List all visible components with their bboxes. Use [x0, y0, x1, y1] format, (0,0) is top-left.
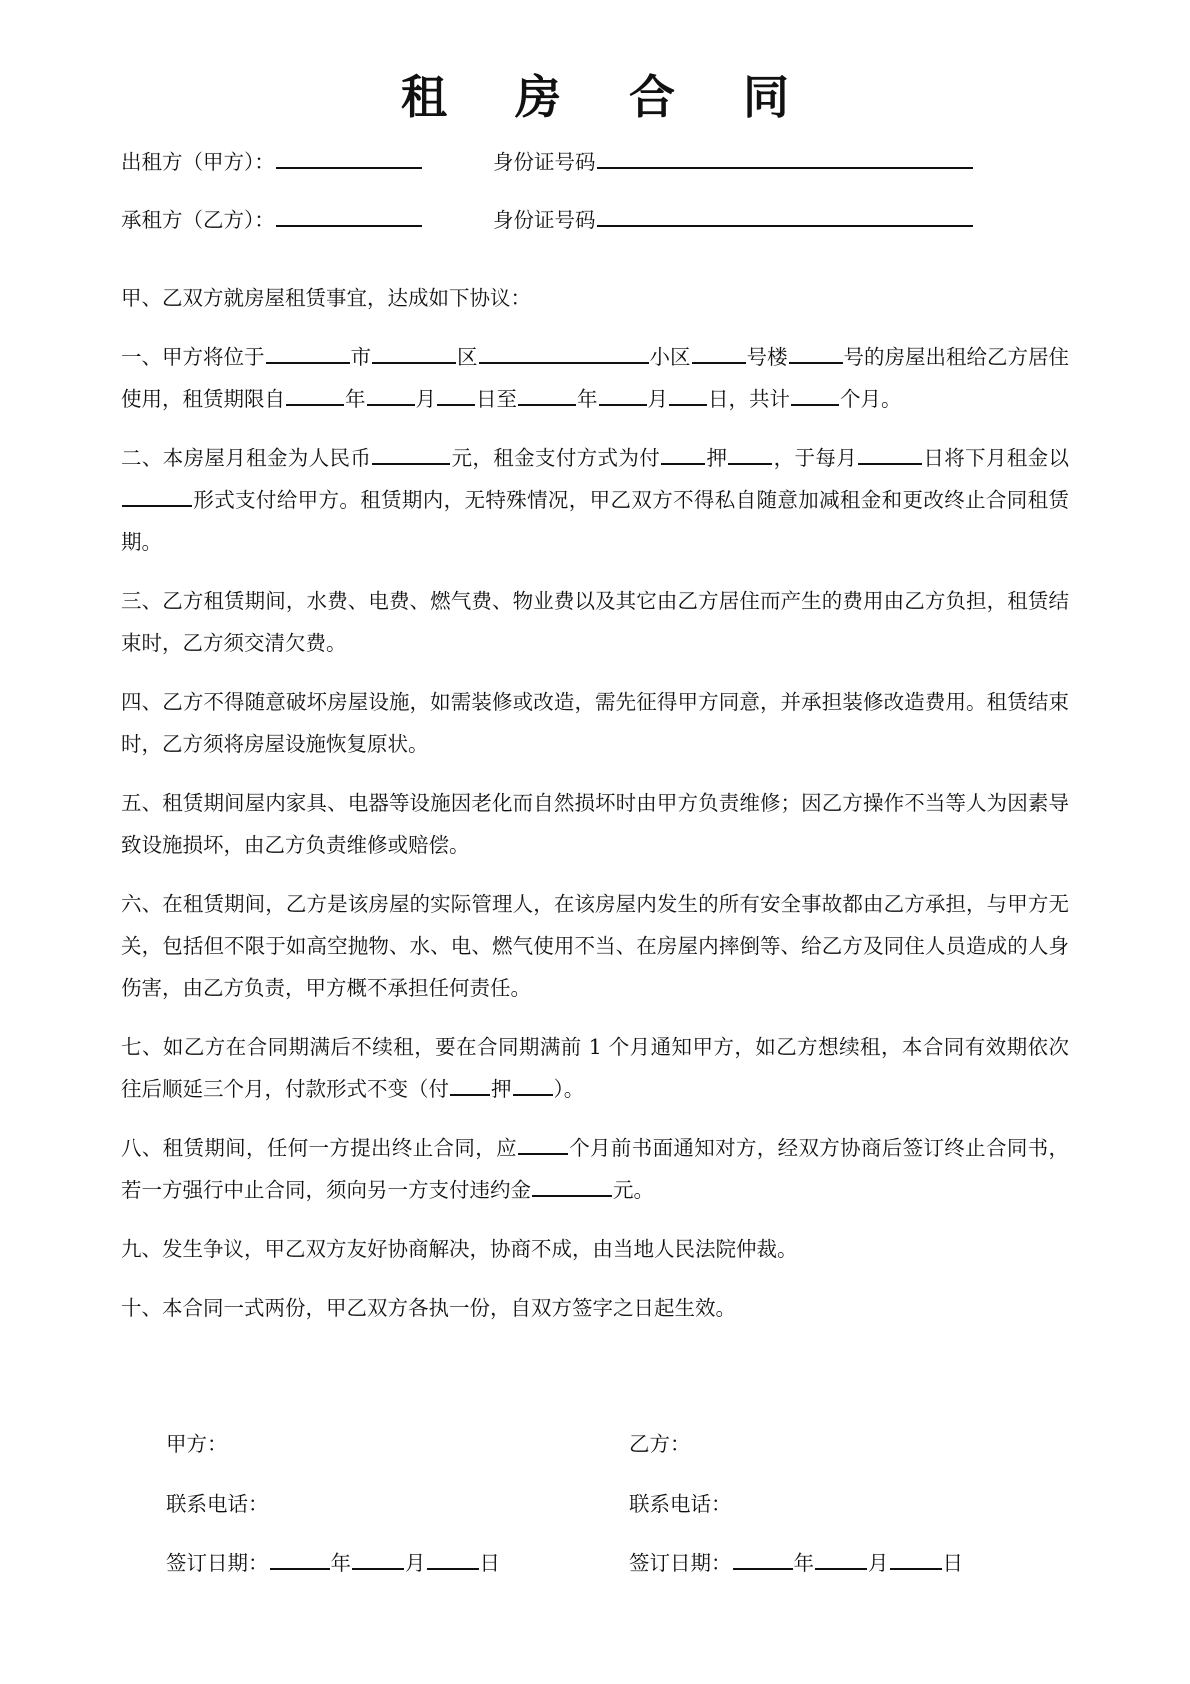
- clause-text: 小区: [649, 345, 691, 369]
- party-a-signature: [166, 1427, 228, 1461]
- lessee-id-label: 身份证号码: [493, 208, 596, 232]
- clause-3: 三、乙方租赁期间，水费、电费、燃气费、物业费以及其它由乙方居住而产生的费用由乙方负担，租赁结束时，乙方须交清欠费。: [121, 589, 1069, 655]
- renew-pay-field[interactable]: [450, 1072, 490, 1096]
- clause-4: 四、乙方不得随意破坏房屋设施，如需装修或改造，需先征得甲方同意，并承担装修改造费用。租赁结束时，乙方须将房屋设施恢复原状。: [121, 690, 1069, 756]
- page-title: 租 房 合 同: [400, 70, 816, 124]
- clause-text: 八、租赁期间，任何一方提出终止合同，应: [121, 1136, 517, 1160]
- city-field[interactable]: [266, 340, 350, 364]
- clause-text: 形式支付给甲方。租赁期内，无特殊情况，甲乙双方不得私自随意加减租金和更改终止合同租赁期。: [121, 488, 1069, 554]
- deposit-months-field[interactable]: [728, 441, 772, 465]
- district-field[interactable]: [372, 340, 456, 364]
- clause-text: 七、如乙方在合同期满后不续租，要在合同期满前 1 个月通知甲方，如乙方想续租，本合同有效期依次往后顺延三个月，付款形式不变（付: [121, 1035, 1069, 1101]
- start-month-field[interactable]: [367, 382, 415, 406]
- clause-text: 年: [345, 387, 366, 411]
- building-field[interactable]: [692, 340, 746, 364]
- clause-text: 区: [457, 345, 478, 369]
- year-label: 年: [330, 1551, 351, 1575]
- start-day-field[interactable]: [437, 382, 475, 406]
- end-year-field[interactable]: [518, 382, 576, 406]
- lessor-label: 出租方（甲方）：: [121, 150, 275, 174]
- end-day-field[interactable]: [669, 382, 707, 406]
- clause-text: 月: [415, 387, 436, 411]
- day-label: 日: [479, 1551, 500, 1575]
- lessor-id-field[interactable]: [597, 145, 973, 169]
- monthly-rent-field[interactable]: [372, 441, 450, 465]
- party-b-year-field[interactable]: [733, 1546, 793, 1570]
- renew-deposit-field[interactable]: [513, 1072, 553, 1096]
- clause-text: 二、本房屋月租金为人民币: [121, 446, 372, 470]
- end-month-field[interactable]: [599, 382, 647, 406]
- party-a-phone: [166, 1487, 269, 1521]
- clause-10: 十、本合同一式两份，甲乙双方各执一份，自双方签字之日起生效。: [121, 1296, 736, 1320]
- lessee-id-field[interactable]: [597, 203, 973, 227]
- party-b-label: 乙方：: [629, 1432, 691, 1456]
- clause-text: 日至: [476, 387, 517, 411]
- clause-5: 五、租赁期间屋内家具、电器等设施因老化而自然损坏时由甲方负责维修；因乙方操作不当等人为因素导致设施损坏，由乙方负责维修或赔偿。: [121, 791, 1069, 857]
- phone-label: 联系电话：: [166, 1492, 269, 1516]
- community-field[interactable]: [479, 340, 649, 364]
- intro-text: 甲、乙双方就房屋租赁事宜，达成如下协议：: [121, 286, 531, 310]
- clause-text: 月: [647, 387, 668, 411]
- clause-text: 号的房屋出租给乙方居住使用，租赁期限自: [121, 345, 1069, 411]
- party-a-date: [166, 1546, 500, 1580]
- pay-day-field[interactable]: [858, 441, 922, 465]
- party-b-month-field[interactable]: [815, 1546, 867, 1570]
- clause-text: 日将下月租金以: [923, 446, 1070, 470]
- lessor-row: [121, 145, 1069, 179]
- lessee-name-field[interactable]: [276, 203, 422, 227]
- clause-text: ）。: [553, 1077, 585, 1101]
- clause-text: 元，租金支付方式为付: [451, 446, 661, 470]
- party-a-label: 甲方：: [166, 1432, 228, 1456]
- clause-7: [121, 1026, 1069, 1110]
- lessee-label: 承租方（乙方）：: [121, 208, 275, 232]
- notice-months-field[interactable]: [518, 1131, 568, 1155]
- party-a-day-field[interactable]: [427, 1546, 479, 1570]
- month-label: 月: [868, 1551, 889, 1575]
- clause-text: 个月。: [840, 387, 902, 411]
- lessor-name-field[interactable]: [276, 145, 422, 169]
- pay-method-field[interactable]: [122, 483, 192, 507]
- party-b-day-field[interactable]: [890, 1546, 942, 1570]
- clause-6: 六、在租赁期间，乙方是该房屋的实际管理人，在该房屋内发生的所有安全事故都由乙方承担，与甲方无关，包括但不限于如高空抛物、水、电、燃气使用不当、在房屋内摔倒等、给乙方及同住人员造成的人身伤害，由乙方负责，甲方概不承担任何责任。: [121, 892, 1069, 1000]
- pay-months-field[interactable]: [661, 441, 705, 465]
- total-months-field[interactable]: [791, 382, 839, 406]
- date-label: 签订日期：: [166, 1551, 269, 1575]
- month-label: 月: [405, 1551, 426, 1575]
- party-b-signature: [629, 1427, 691, 1461]
- clause-text: 押: [491, 1077, 512, 1101]
- clause-text: ，于每月: [773, 446, 858, 470]
- clause-text: 年: [577, 387, 598, 411]
- clause-text: 号楼: [746, 345, 788, 369]
- lessor-id-label: 身份证号码: [493, 150, 596, 174]
- party-a-month-field[interactable]: [352, 1546, 404, 1570]
- clause-1: [121, 336, 1069, 420]
- day-label: 日: [942, 1551, 963, 1575]
- party-b-phone: [629, 1487, 732, 1521]
- phone-label: 联系电话：: [629, 1492, 732, 1516]
- contract-body: [121, 277, 1069, 1346]
- clause-text: 一、甲方将位于: [121, 345, 265, 369]
- party-b-date: [629, 1546, 963, 1580]
- clause-text: 个月前书面通知对方，经双方协商后签订终止合同书，若一方强行中止合同，须向另一方支付违约金: [121, 1136, 1069, 1202]
- clause-8: [121, 1127, 1069, 1211]
- clause-text: 市: [350, 345, 371, 369]
- clause-text: 日，共计: [708, 387, 790, 411]
- clause-2: [121, 437, 1069, 563]
- clause-9: 九、发生争议，甲乙双方友好协商解决，协商不成，由当地人民法院仲裁。: [121, 1237, 798, 1261]
- year-label: 年: [793, 1551, 814, 1575]
- lessee-row: [121, 203, 1069, 237]
- date-label: 签订日期：: [629, 1551, 732, 1575]
- room-field[interactable]: [789, 340, 843, 364]
- start-year-field[interactable]: [286, 382, 344, 406]
- clause-text: 押: [706, 446, 728, 470]
- penalty-field[interactable]: [532, 1173, 612, 1197]
- clause-text: 元。: [613, 1178, 654, 1202]
- party-a-year-field[interactable]: [270, 1546, 330, 1570]
